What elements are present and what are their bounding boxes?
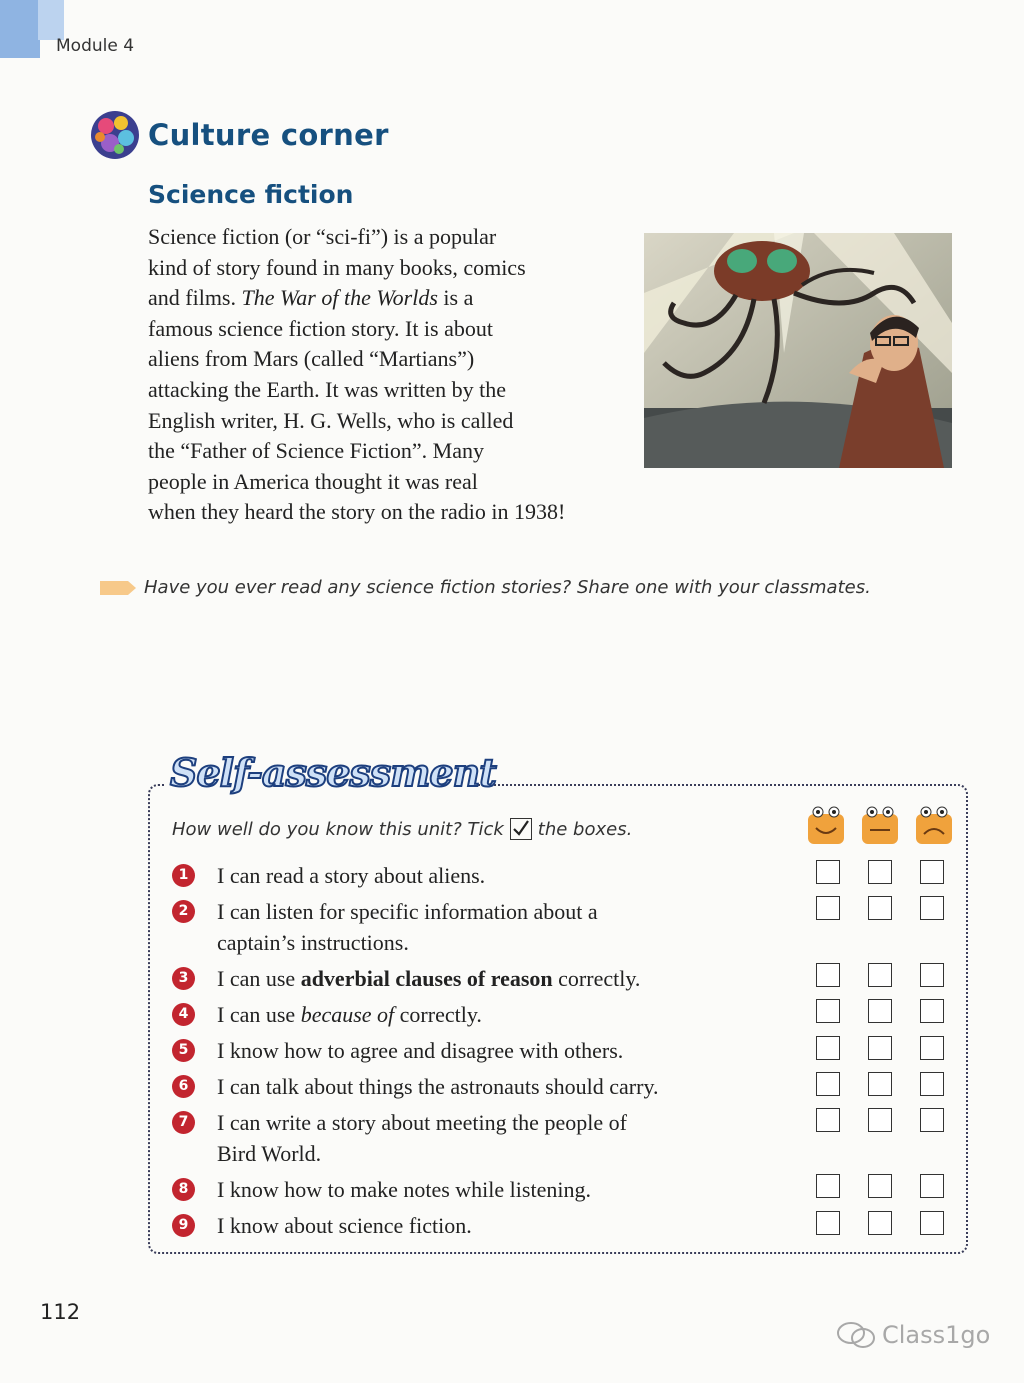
sad-face-icon [916, 807, 952, 844]
item-number: 9 [172, 1214, 195, 1237]
checkbox-neutral[interactable] [868, 1211, 892, 1235]
item-text: I can write a story about meeting the people of Bird World. [217, 1110, 627, 1166]
checkbox-sad[interactable] [920, 896, 944, 920]
item-text: I can use adverbial clauses of reason correctly. [217, 966, 641, 991]
martian-illustration [644, 233, 952, 468]
pencil-icon [98, 579, 138, 597]
question-text: How well do you know this unit? Tick [172, 818, 504, 840]
item-text: I can listen for specific information about a captain’s instructions. [217, 899, 598, 955]
item-text: I know about science fiction. [217, 1213, 472, 1238]
checkbox-happy[interactable] [816, 896, 840, 920]
checkbox-neutral[interactable] [868, 860, 892, 884]
checkbox-neutral[interactable] [868, 963, 892, 987]
checkbox-neutral[interactable] [868, 1108, 892, 1132]
discussion-prompt: Have you ever read any science fiction stories? Share one with your classmates. [144, 577, 871, 598]
paragraph-line: attacking the Earth. It was written by the [148, 376, 506, 402]
checkbox-neutral[interactable] [868, 1036, 892, 1060]
culture-corner-heading: Culture corner [148, 118, 389, 152]
paragraph-line: English writer, H. G. Wells, who is called [148, 407, 514, 433]
checkbox-happy[interactable] [816, 1072, 840, 1096]
question-text-end: the boxes. [537, 818, 633, 840]
checkbox-neutral[interactable] [868, 1072, 892, 1096]
item-number: 2 [172, 900, 195, 923]
watermark-text: Class1go [882, 1321, 991, 1349]
item-text: I know how to agree and disagree with others. [217, 1038, 624, 1063]
globe-icon [88, 110, 142, 160]
module-label: Module 4 [56, 36, 135, 56]
checkbox-happy[interactable] [816, 1036, 840, 1060]
self-assessment-question [172, 818, 632, 840]
checkbox-sad[interactable] [920, 860, 944, 884]
page-number: 112 [40, 1300, 81, 1324]
paragraph-line: famous science fiction story. It is about [148, 315, 493, 341]
checkbox-sad[interactable] [920, 1108, 944, 1132]
item-text: I know how to make notes while listening. [217, 1177, 591, 1202]
happy-face-icon [808, 807, 844, 844]
item-text: I can read a story about aliens. [217, 863, 486, 888]
watermark [836, 1320, 990, 1350]
checkmark-icon [510, 818, 532, 840]
checkbox-neutral[interactable] [868, 999, 892, 1023]
item-number: 8 [172, 1178, 195, 1201]
paragraph-line: the “Father of Science Fiction”. Many [148, 438, 485, 464]
checkbox-happy[interactable] [816, 860, 840, 884]
checkbox-sad[interactable] [920, 1174, 944, 1198]
item-text: I can talk about things the astronauts should carry. [217, 1074, 659, 1099]
item-number: 1 [172, 864, 195, 887]
checkbox-happy[interactable] [816, 999, 840, 1023]
item-number: 5 [172, 1039, 195, 1062]
checkbox-happy[interactable] [816, 963, 840, 987]
self-assessment-title: Self-assessment [170, 750, 496, 795]
item-number: 4 [172, 1003, 195, 1026]
paragraph-line: and films. The War of the Worlds is a [148, 285, 474, 311]
science-fiction-heading: Science fiction [148, 180, 354, 209]
paragraph-line: Science fiction (or “sci-fi”) is a popular [148, 224, 497, 249]
item-number: 6 [172, 1075, 195, 1098]
corner-tab [0, 0, 40, 58]
checkbox-sad[interactable] [920, 1036, 944, 1060]
neutral-face-icon [862, 807, 898, 844]
item-text: I can use because of correctly. [217, 1002, 482, 1027]
checkbox-sad[interactable] [920, 963, 944, 987]
rating-faces [806, 806, 956, 846]
checkbox-sad[interactable] [920, 1072, 944, 1096]
paragraph-line: aliens from Mars (called “Martians”) [148, 346, 475, 372]
checkbox-happy[interactable] [816, 1211, 840, 1235]
item-number: 3 [172, 967, 195, 990]
paragraph-line: kind of story found in many books, comics [148, 254, 526, 280]
checkbox-happy[interactable] [816, 1174, 840, 1198]
science-fiction-paragraph [148, 222, 708, 528]
corner-tab-accent [38, 0, 64, 40]
item-number: 7 [172, 1111, 195, 1134]
checkbox-sad[interactable] [920, 1211, 944, 1235]
checkbox-happy[interactable] [816, 1108, 840, 1132]
chat-bubbles-icon [836, 1320, 876, 1350]
checkbox-sad[interactable] [920, 999, 944, 1023]
book-title: The War of the Worlds [241, 285, 438, 311]
checkbox-neutral[interactable] [868, 1174, 892, 1198]
paragraph-line: when they heard the story on the radio in 1938! [148, 499, 566, 525]
checkbox-neutral[interactable] [868, 896, 892, 920]
paragraph-line: people in America thought it was real [148, 468, 478, 494]
